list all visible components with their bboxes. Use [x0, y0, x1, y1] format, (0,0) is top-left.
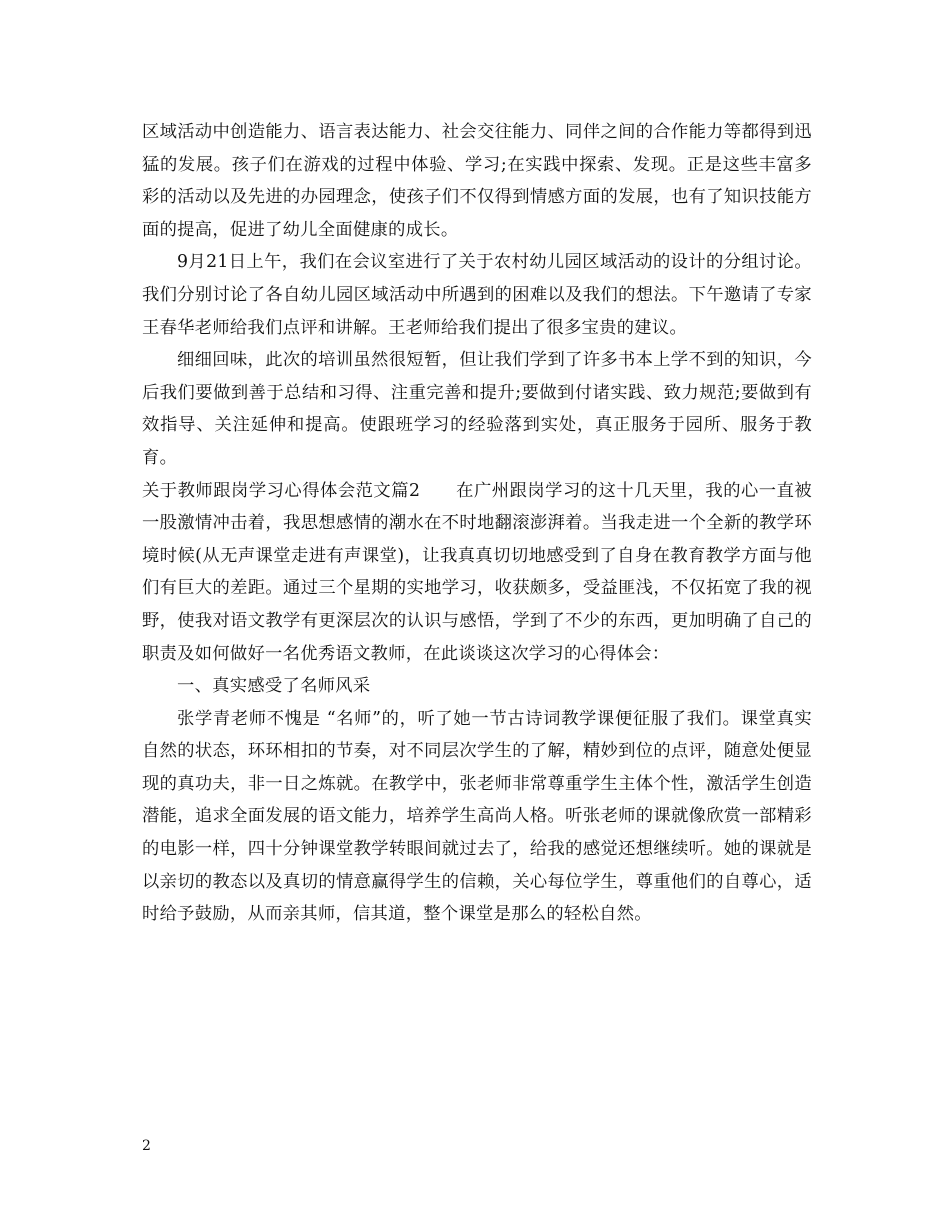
paragraph-continued: 区域活动中创造能力、语言表达能力、社会交往能力、同伴之间的合作能力等都得到迅猛的发展。孩子们在游戏的过程中体验、学习;在实践中探索、发现。正是这些丰富多彩的活动以及先进的办园理念，使孩子们不仅得到情感方面的发展，也有了知识技能方面的提高，促进了幼儿全面健康的成长。 [142, 122, 812, 240]
section-heading: 一、真实感受了名师风采 [177, 676, 371, 697]
paragraph-reflection: 细细回味，此次的培训虽然很短暂，但让我们学到了许多书本上学不到的知识，今后我们要做到善于总结和习得、注重完善和提升;要做到付诸实践、致力规范;要做到有效指导、关注延伸和提高。使跟班学习的经验落到实处，真正服务于园所、服务于教育。 [142, 350, 812, 468]
paragraph-famous-teacher: 张学青老师不愧是 “名师”的，听了她一节古诗词教学课便征服了我们。课堂真实自然的状态，环环相扣的节奏，对不同层次学生的了解，精妙到位的点评，随意处便显现的真功夫，非一日之炼就。在教学中，张老师非常尊重学生主体个性，激活学生创造潜能，追求全面发展的语文能力，培养学生高尚人格。听张老师的课就像欣赏一部精彩的电影一样，四十分钟课堂教学转眼间就过去了，给我的感觉还想继续听。她的课就是以亲切的教态以及真切的情意赢得学生的信赖，关心每位学生，尊重他们的自尊心，适时给予鼓励，从而亲其师，信其道，整个课堂是那么的轻松自然。 [142, 708, 812, 925]
document-body [142, 116, 812, 931]
page-number: 2 [142, 1138, 151, 1154]
paragraph-meeting: 9月21日上午，我们在会议室进行了关于农村幼儿园区域活动的设计的分组讨论。我们分别讨论了各自幼儿园区域活动中所遇到的困难以及我们的想法。下午邀请了专家王春华老师给我们点评和讲解。王老师给我们提出了很多宝贵的建议。 [142, 252, 812, 338]
paragraph-article-2-intro: 关于教师跟岗学习心得体会范文篇2 在广州跟岗学习的这十几天里，我的心一直被一股激情冲击着，我思想感情的潮水在不时地翻滚澎湃着。当我走进一个全新的教学环境时候(从无声课堂走进有声课堂)，让我真真切切地感受到了自身在教育教学方面与他们有巨大的差距。通过三个星期的实地学习，收获颇多，受益匪浅，不仅拓宽了我的视野，使我对语文教学有更深层次的认识与感悟，学到了不少的东西，更加明确了自己的职责及如何做好一名优秀语文教师，在此谈谈这次学习的心得体会： [142, 480, 812, 664]
